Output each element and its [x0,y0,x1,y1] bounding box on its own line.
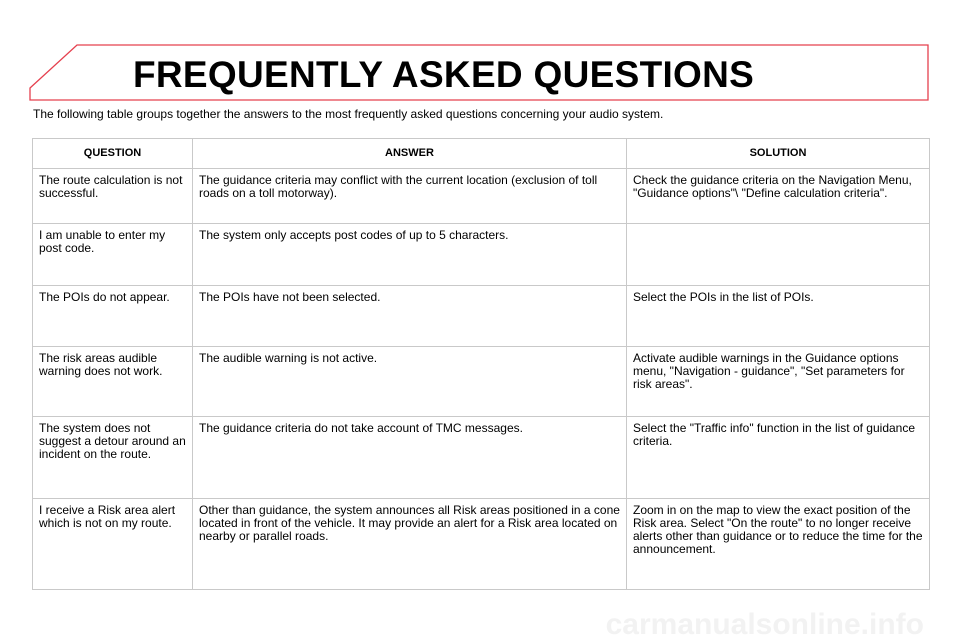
faq-table [32,138,930,590]
column-header-question: QUESTION [33,139,193,169]
page-title: FREQUENTLY ASKED QUESTIONS [133,54,755,95]
answer-cell: The guidance criteria do not take account of TMC messages. [193,417,627,499]
table-row [33,169,930,224]
question-cell: The system does not suggest a detour around an incident on the route. [33,417,193,499]
column-header-solution: SOLUTION [627,139,930,169]
answer-cell: Other than guidance, the system announces all Risk areas positioned in a cone located in front of the vehicle. It may provide an alert for a Risk area located on nearby or parallel roads. [193,499,627,590]
solution-cell: Select the POIs in the list of POIs. [627,286,930,347]
solution-cell: Check the guidance criteria on the Navigation Menu, "Guidance options"\ "Define calculation criteria". [627,169,930,224]
answer-cell: The POIs have not been selected. [193,286,627,347]
question-cell: The risk areas audible warning does not work. [33,347,193,417]
table-row [33,286,930,347]
table-row [33,499,930,590]
question-cell: I am unable to enter my post code. [33,224,193,286]
answer-cell: The guidance criteria may conflict with the current location (exclusion of toll roads on a toll motorway). [193,169,627,224]
watermark: carmanualsonline.info [605,608,924,640]
table-row [33,347,930,417]
solution-cell: Zoom in on the map to view the exact position of the Risk area. Select "On the route" to no longer receive alerts other than guidance or to reduce the time for the announcement. [627,499,930,590]
table-header-row [33,139,930,169]
question-cell: I receive a Risk area alert which is not on my route. [33,499,193,590]
table-row [33,224,930,286]
answer-cell: The audible warning is not active. [193,347,627,417]
question-cell: The route calculation is not successful. [33,169,193,224]
solution-cell [627,224,930,286]
answer-cell: The system only accepts post codes of up to 5 characters. [193,224,627,286]
intro-text: The following table groups together the answers to the most frequently asked questions concerning your audio system. [33,107,664,121]
solution-cell: Activate audible warnings in the Guidance options menu, "Navigation - guidance", "Set parameters for risk areas". [627,347,930,417]
column-header-answer: ANSWER [193,139,627,169]
solution-cell: Select the "Traffic info" function in the list of guidance criteria. [627,417,930,499]
question-cell: The POIs do not appear. [33,286,193,347]
table-row [33,417,930,499]
